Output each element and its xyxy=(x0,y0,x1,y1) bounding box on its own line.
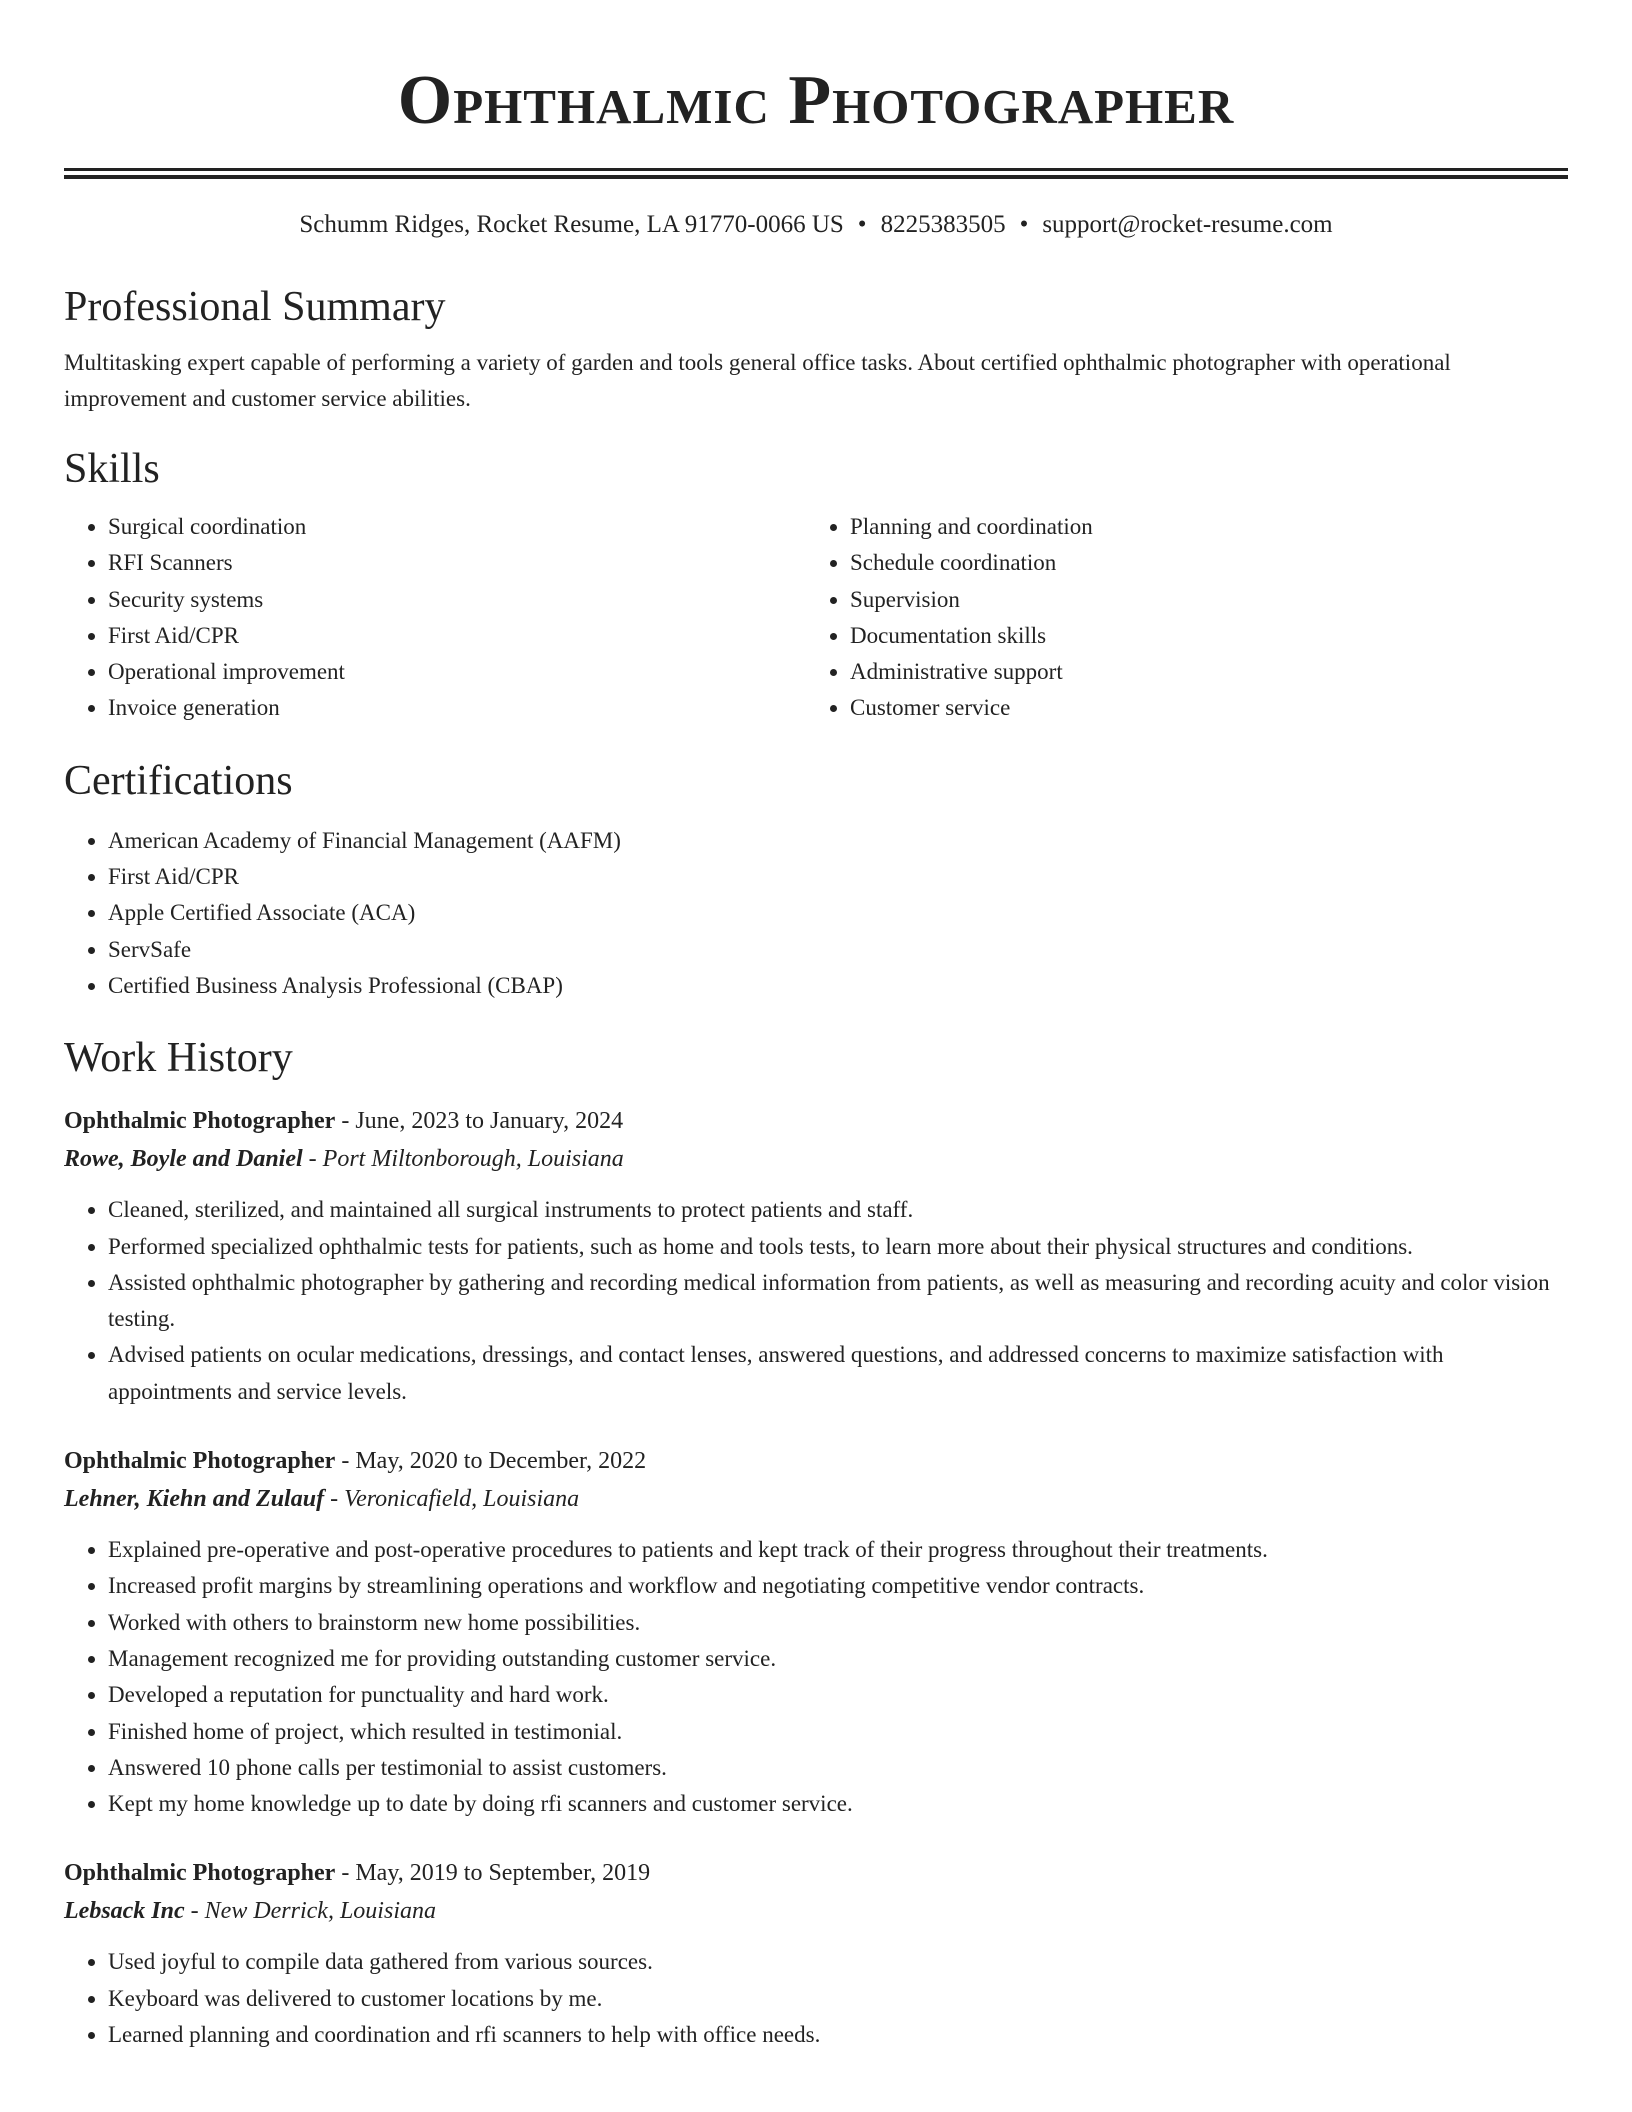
job-title-line: Ophthalmic Photographer - June, 2023 to January, 2024 xyxy=(64,1108,624,1135)
contact-phone: 8225383505 xyxy=(880,211,1006,238)
job-duty-item: • Worked with others to brainstorm new home possibilities. xyxy=(108,1605,1568,1641)
skill-item: • Documentation skills xyxy=(850,618,1548,654)
job-company: Rowe, Boyle and Daniel xyxy=(64,1146,303,1173)
job-duties-list xyxy=(64,1944,1568,2053)
job-company-line: Lehner, Kiehn and Zulauf - Veronicafield, Louisiana xyxy=(64,1486,580,1513)
certification-item: • Apple Certified Associate (ACA) xyxy=(108,895,1568,931)
job-location: New Derrick, Louisiana xyxy=(204,1898,436,1925)
page-title: Ophthalmic Photographer xyxy=(397,62,1235,139)
job-location: Port Miltonborough, Louisiana xyxy=(322,1146,624,1173)
skills-column-left xyxy=(64,509,806,727)
job-dates: June, 2023 to January, 2024 xyxy=(355,1108,624,1135)
skills-heading: Skills xyxy=(64,446,160,492)
job-duty-item: • Increased profit margins by streamlining operations and workflow and negotiating competitive vendor contracts. xyxy=(108,1568,1568,1604)
job-dates: May, 2020 to December, 2022 xyxy=(355,1448,647,1475)
summary-heading: Professional Summary xyxy=(64,284,446,330)
certifications-heading: Certifications xyxy=(64,757,293,804)
work-history-heading: Work History xyxy=(64,1035,293,1082)
job-duty-item: • Performed specialized ophthalmic tests for patients, such as home and tools tests, to learn more about their physical structures and conditions. xyxy=(108,1229,1568,1265)
skill-item: • Operational improvement xyxy=(108,654,806,690)
contact-separator: • xyxy=(857,211,867,238)
skill-item: • Invoice generation xyxy=(108,690,806,726)
job-title-line: Ophthalmic Photographer - May, 2020 to December, 2022 xyxy=(64,1448,647,1475)
contact-separator: • xyxy=(1019,211,1029,238)
skill-item: • Security systems xyxy=(108,582,806,618)
job-role: Ophthalmic Photographer xyxy=(64,1860,336,1887)
skill-item: • RFI Scanners xyxy=(108,545,806,581)
skills-grid xyxy=(64,509,1568,727)
job-role: Ophthalmic Photographer xyxy=(64,1448,336,1475)
job-duty-item: • Keyboard was delivered to customer locations by me. xyxy=(108,1981,1568,2017)
skill-item: • Customer service xyxy=(850,690,1548,726)
contact-email: support@rocket-resume.com xyxy=(1042,211,1333,238)
certification-item: • ServSafe xyxy=(108,932,1568,968)
certifications-list xyxy=(64,823,1568,1004)
skill-item: • Surgical coordination xyxy=(108,509,806,545)
summary-text: Multitasking expert capable of performing a variety of garden and tools general office tasks. About certified ophthalmic photographer with operational improvement and customer service abilities. xyxy=(64,350,1451,411)
skills-column-right xyxy=(806,509,1548,727)
skills-list-left xyxy=(64,509,806,727)
job-duty-item: • Cleaned, sterilized, and maintained all surgical instruments to protect patients and staff. xyxy=(108,1192,1568,1228)
skill-item: • First Aid/CPR xyxy=(108,618,806,654)
job-role: Ophthalmic Photographer xyxy=(64,1108,336,1135)
certification-item: • First Aid/CPR xyxy=(108,859,1568,895)
contact-address: Schumm Ridges, Rocket Resume, LA 91770-0066 US xyxy=(299,211,844,238)
job-dates: May, 2019 to September, 2019 xyxy=(355,1860,651,1887)
title-divider xyxy=(64,168,1568,179)
job-entry xyxy=(64,1442,1568,1822)
job-duty-item: • Management recognized me for providing outstanding customer service. xyxy=(108,1641,1568,1677)
skill-item: • Planning and coordination xyxy=(850,509,1548,545)
job-entry xyxy=(64,1854,1568,2053)
job-duty-item: • Answered 10 phone calls per testimonial to assist customers. xyxy=(108,1750,1568,1786)
skill-item: • Administrative support xyxy=(850,654,1548,690)
skill-item: • Schedule coordination xyxy=(850,545,1548,581)
job-company-line: Rowe, Boyle and Daniel - Port Miltonborough, Louisiana xyxy=(64,1146,624,1173)
job-company: Lehner, Kiehn and Zulauf xyxy=(64,1486,325,1513)
job-location: Veronicafield, Louisiana xyxy=(344,1486,580,1513)
job-duty-item: • Assisted ophthalmic photographer by gathering and recording medical information from patients, as well as measuring and recording acuity and color vision testing. xyxy=(108,1265,1568,1338)
job-duty-item: • Advised patients on ocular medications, dressings, and contact lenses, answered questions, and addressed concerns to maximize satisfaction with appointments and service levels. xyxy=(108,1337,1568,1410)
job-duty-item: • Developed a reputation for punctuality and hard work. xyxy=(108,1677,1568,1713)
job-duty-item: • Learned planning and coordination and rfi scanners to help with office needs. xyxy=(108,2017,1568,2053)
job-title-line: Ophthalmic Photographer - May, 2019 to September, 2019 xyxy=(64,1860,651,1887)
job-entry xyxy=(64,1102,1568,1410)
job-duty-item: • Finished home of project, which resulted in testimonial. xyxy=(108,1714,1568,1750)
job-duty-item: • Explained pre-operative and post-operative procedures to patients and kept track of their progress throughout their treatments. xyxy=(108,1532,1568,1568)
job-duty-item: • Used joyful to compile data gathered from various sources. xyxy=(108,1944,1568,1980)
skills-list-right xyxy=(806,509,1548,727)
contact-line xyxy=(64,209,1568,241)
certification-item: • Certified Business Analysis Professional (CBAP) xyxy=(108,968,1568,1004)
job-duty-item: • Kept my home knowledge up to date by doing rfi scanners and customer service. xyxy=(108,1786,1568,1822)
job-company: Lebsack Inc xyxy=(64,1898,185,1925)
job-duties-list xyxy=(64,1532,1568,1822)
skill-item: • Supervision xyxy=(850,582,1548,618)
job-duties-list xyxy=(64,1192,1568,1410)
certification-item: • American Academy of Financial Management (AAFM) xyxy=(108,823,1568,859)
job-company-line: Lebsack Inc - New Derrick, Louisiana xyxy=(64,1898,436,1925)
